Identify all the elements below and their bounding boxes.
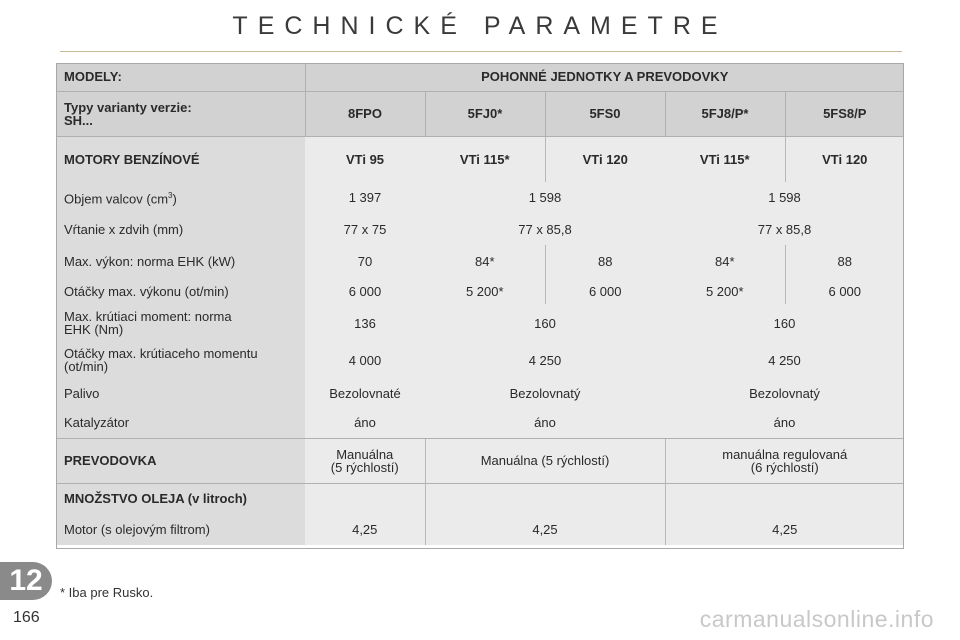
engines-row bbox=[56, 136, 904, 182]
fuel-label: Palivo bbox=[56, 378, 305, 408]
catalyst-label: Katalyzátor bbox=[56, 408, 305, 438]
power-rpm-value: 6 000 bbox=[545, 278, 665, 304]
bore-stroke-value: 77 x 85,8 bbox=[665, 213, 904, 245]
displacement-value: 1 598 bbox=[425, 182, 665, 213]
fuel-row bbox=[56, 378, 904, 408]
displacement-value: 1 598 bbox=[665, 182, 904, 213]
torque-value: 160 bbox=[425, 304, 665, 342]
variant-code: 5FJ8/P* bbox=[665, 91, 785, 136]
fuel-value: Bezolovnatý bbox=[425, 378, 665, 408]
catalyst-value: áno bbox=[425, 408, 665, 438]
gearbox-row bbox=[56, 438, 904, 483]
footnote: * Iba pre Rusko. bbox=[60, 585, 154, 600]
page-title: TECHNICKÉ PARAMETRE bbox=[232, 12, 728, 40]
torque-rpm-value: 4 000 bbox=[305, 342, 425, 378]
oil-value: 4,25 bbox=[305, 513, 425, 545]
bore-stroke-value: 77 x 85,8 bbox=[425, 213, 665, 245]
fuel-value: Bezolovnaté bbox=[305, 378, 425, 408]
torque-value: 160 bbox=[665, 304, 904, 342]
catalyst-row bbox=[56, 408, 904, 438]
gearbox-value: manuálna regulovaná (6 rýchlostí) bbox=[665, 438, 904, 483]
gearbox-value: Manuálna (5 rýchlostí) bbox=[425, 438, 665, 483]
displacement-row bbox=[56, 182, 904, 213]
variants-row bbox=[56, 91, 904, 136]
power-value: 88 bbox=[545, 245, 665, 278]
title-divider bbox=[60, 51, 902, 52]
bore-stroke-label: Vŕtanie x zdvih (mm) bbox=[56, 213, 305, 245]
chapter-badge: 12 bbox=[0, 562, 52, 600]
variants-label-line1: Typy varianty verzie: bbox=[64, 99, 192, 115]
variant-code: 5FS0 bbox=[545, 91, 665, 136]
oil-row bbox=[56, 513, 904, 545]
power-value: 70 bbox=[305, 245, 425, 278]
power-rpm-row bbox=[56, 278, 904, 304]
page-number: 166 bbox=[13, 609, 40, 626]
power-row bbox=[56, 245, 904, 278]
oil-value: 4,25 bbox=[425, 513, 665, 545]
engines-label: MOTORY BENZÍNOVÉ bbox=[56, 136, 305, 182]
displacement-value: 1 397 bbox=[305, 182, 425, 213]
technical-parameters-table bbox=[56, 63, 904, 545]
power-rpm-value: 5 200* bbox=[425, 278, 545, 304]
power-label: Max. výkon: norma EHK (kW) bbox=[56, 245, 305, 278]
variant-code: 5FJ0* bbox=[425, 91, 545, 136]
torque-value: 136 bbox=[305, 304, 425, 342]
gearbox-label: PREVODOVKA bbox=[56, 438, 305, 483]
displacement-label: Objem valcov $(cm^3)$ bbox=[56, 182, 305, 213]
oil-sub-label: Motor (s olejovým filtrom) bbox=[56, 513, 305, 545]
catalyst-value: áno bbox=[665, 408, 904, 438]
torque-rpm-row bbox=[56, 342, 904, 378]
torque-rpm-value: 4 250 bbox=[425, 342, 665, 378]
watermark: carmanualsonline.info bbox=[699, 606, 934, 632]
torque-rpm-label: Otáčky max. krútiaceho momentu (ot/min) bbox=[56, 342, 305, 378]
bore-stroke-row bbox=[56, 213, 904, 245]
power-rpm-value: 6 000 bbox=[305, 278, 425, 304]
oil-value: 4,25 bbox=[665, 513, 904, 545]
power-value: 88 bbox=[785, 245, 904, 278]
oil-label: MNOŽSTVO OLEJA (v litroch) bbox=[56, 483, 305, 513]
torque-label: Max. krútiaci moment: norma EHK (Nm) bbox=[56, 304, 305, 342]
torque-row bbox=[56, 304, 904, 342]
engine-name: VTi 120 bbox=[545, 136, 665, 182]
catalyst-value: áno bbox=[305, 408, 425, 438]
powertrain-group-label: POHONNÉ JEDNOTKY A PREVODOVKY bbox=[305, 63, 904, 91]
engine-name: VTi 95 bbox=[305, 136, 425, 182]
engine-name: VTi 115* bbox=[665, 136, 785, 182]
fuel-value: Bezolovnatý bbox=[665, 378, 904, 408]
power-value: 84* bbox=[425, 245, 545, 278]
bore-stroke-value: 77 x 75 bbox=[305, 213, 425, 245]
gearbox-value: Manuálna (5 rýchlostí) bbox=[305, 438, 425, 483]
models-label: MODELY: bbox=[56, 63, 305, 91]
power-rpm-value: 5 200* bbox=[665, 278, 785, 304]
oil-heading-row bbox=[56, 483, 904, 513]
torque-rpm-value: 4 250 bbox=[665, 342, 904, 378]
power-rpm-label: Otáčky max. výkonu (ot/min) bbox=[56, 278, 305, 304]
variant-code: 8FPO bbox=[305, 91, 425, 136]
power-rpm-value: 6 000 bbox=[785, 278, 904, 304]
table-header-row bbox=[56, 63, 904, 91]
variants-label-line2: SH... bbox=[64, 112, 93, 128]
variant-code: 5FS8/P bbox=[785, 91, 904, 136]
power-value: 84* bbox=[665, 245, 785, 278]
engine-name: VTi 115* bbox=[425, 136, 545, 182]
engine-name: VTi 120 bbox=[785, 136, 904, 182]
variants-label bbox=[56, 91, 305, 136]
